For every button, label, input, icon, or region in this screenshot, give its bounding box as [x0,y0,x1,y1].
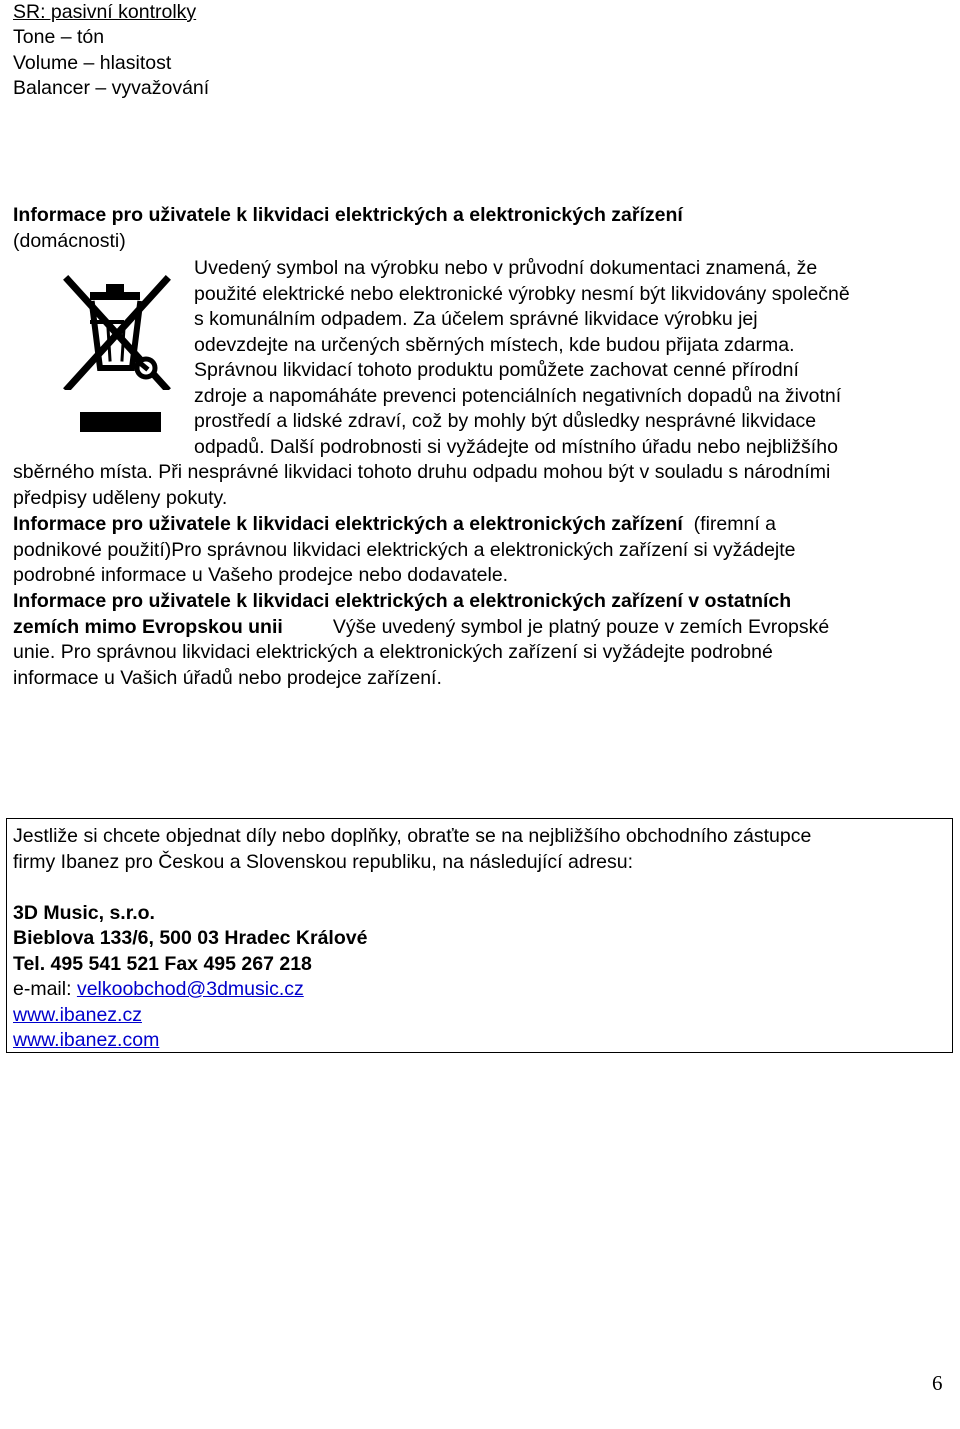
household-line: zdroje a napomáháte prevenci potenciálních negativních dopadů na životní [194,384,842,407]
outside-eu-line-2-rest: Výše uvedený symbol je platný pouze v zemích Evropské [332,615,830,638]
household-heading-sub: (domácnosti) [13,229,126,252]
household-line: odevzdejte na určených sběrných místech, kde budou přijata zdarma. [194,333,795,356]
contact-web-line [13,1028,811,1054]
contact-web-link-cz[interactable]: www.ibanez.cz [13,1003,142,1026]
contact-address: Bieblova 133/6, 500 03 Hradec Králové [13,927,368,949]
outside-eu-line-2 [13,615,829,641]
business-heading-rest: (firemní a [693,513,777,535]
business-line-1 [13,512,796,538]
household-paragraph [194,256,850,460]
contact-web-link-com[interactable]: www.ibanez.com [13,1029,160,1051]
control-item-volume: Volume – hlasitost [13,51,172,74]
contact-email-line [13,977,811,1003]
controls-title: SR: pasivní kontrolky [13,1,197,23]
contact-email-label: e-mail: [13,978,77,1000]
contact-web-line [13,1003,811,1029]
control-item-tone: Tone – tón [13,26,105,49]
control-item-balancer: Balancer – vyvažování [13,76,210,99]
outside-eu-section [13,589,829,691]
weee-underline-bar [80,412,161,432]
business-line-2: podnikové použití)Pro správnou likvidaci elektrických a elektronických zařízení si vyžádejte [13,538,796,561]
household-continuation-line: předpisy uděleny pokuty. [13,486,228,509]
outside-eu-heading: Informace pro uživatele k likvidaci elektrických a elektronických zařízení v ostatních [13,590,792,612]
contact-company: 3D Music, s.r.o. [13,901,155,924]
household-line: Správnou likvidací tohoto produktu pomůžete zachovat cenné přírodní [194,359,799,381]
household-line: Uvedený symbol na výrobku nebo v průvodní dokumentaci znamená, že [194,257,818,279]
household-line: prostředí a lidské zdraví, což by mohly být důsledky nesprávné likvidace [194,410,817,432]
contact-intro-line: firmy Ibanez pro Českou a Slovenskou republiku, na následující adresu: [13,850,634,873]
outside-eu-line-4: informace u Vašich úřadů nebo prodejce zařízení. [13,666,442,689]
contact-spacer [13,875,811,901]
controls-section [13,0,209,101]
business-heading: Informace pro uživatele k likvidaci elektrických a elektronických zařízení [13,513,683,535]
business-section [13,512,796,589]
outside-eu-heading-cont: zemích mimo Evropskou unii [13,615,283,638]
household-line: s komunálním odpadem. Za účelem správné likvidace výrobku jej [194,308,758,330]
household-continuation-line: sběrného místa. Při nesprávné likvidaci tohoto druhu odpadu mohou být v souladu s národními [13,461,831,483]
household-heading: Informace pro uživatele k likvidaci elektrických a elektronických zařízení [13,204,683,226]
crossed-out-wheelie-bin-icon [62,270,174,390]
household-continuation [13,460,830,511]
contact-intro-line: Jestliže si chcete objednat díly nebo doplňky, obraťte se na nejbližšího obchodního zástupce [13,825,812,847]
household-heading-block [13,203,683,254]
contact-email-link[interactable]: velkoobchod@3dmusic.cz [76,978,304,1000]
contact-content [13,824,811,1054]
outside-eu-line-3: unie. Pro správnou likvidaci elektrických a elektronických zařízení si vyžádejte podrobné [13,641,773,663]
contact-phone: Tel. 495 541 521 Fax 495 267 218 [13,952,312,975]
household-line: použité elektrické nebo elektronické výrobky nesmí být likvidovány společně [194,282,850,305]
business-line-3: podrobné informace u Vašeho prodejce nebo dodavatele. [13,564,509,586]
household-line: odpadů. Další podrobnosti si vyžádejte od místního úřadu nebo nejbližšího [194,435,838,458]
page-number: 6 [932,1371,943,1395]
